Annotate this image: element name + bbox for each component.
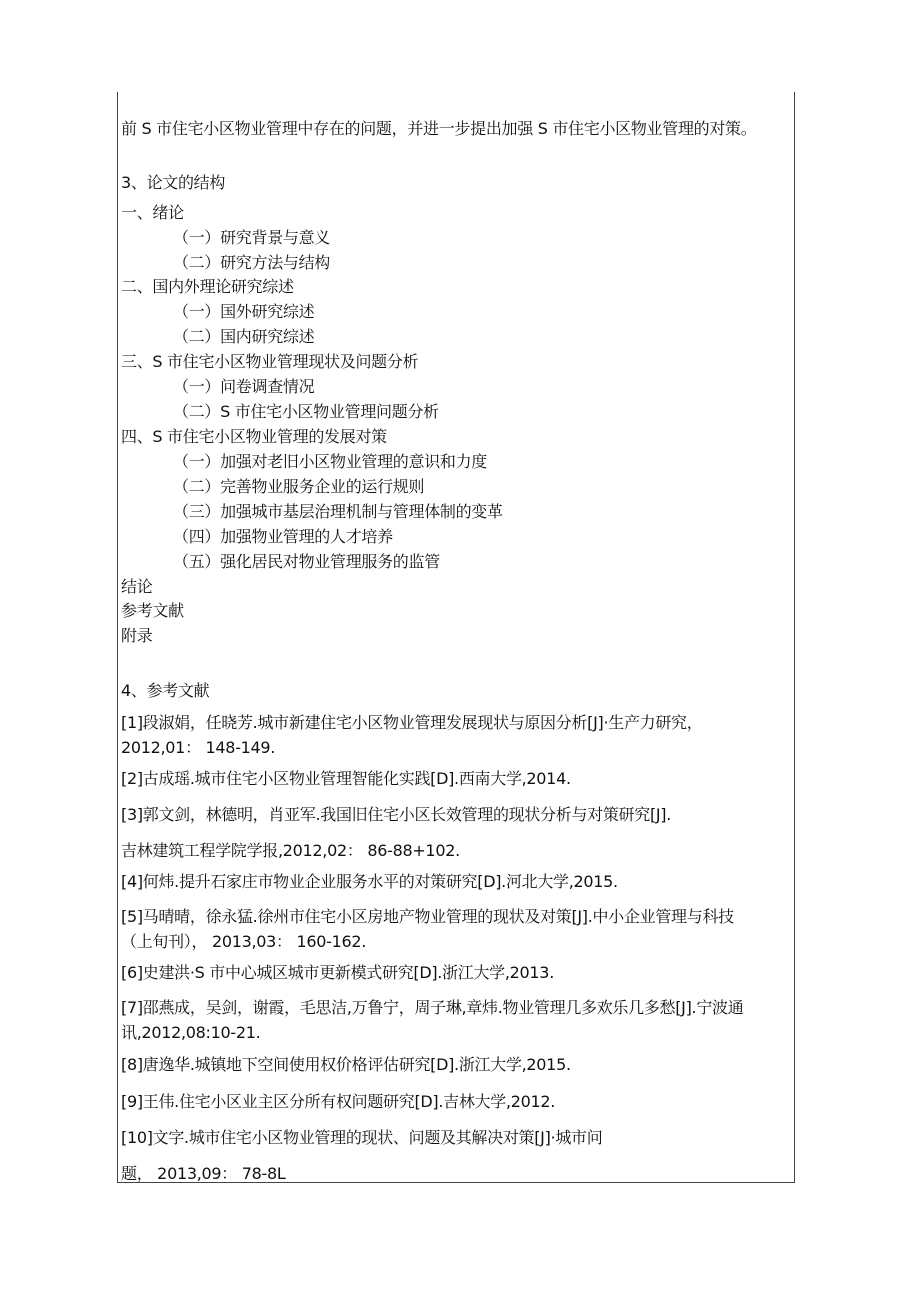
outline-section-2-2: （二）国内研究综述 — [173, 327, 315, 346]
reference-line: [1]段淑娟，任晓芳.城市新建住宅小区物业管理发展现状与原因分析[J]·生产力研究， — [121, 713, 703, 732]
outline-section-2-1: （一）国外研究综述 — [173, 302, 315, 321]
structure-heading: 3、论文的结构 — [121, 173, 226, 192]
reference-line: 题， 2013,09： 78-8L — [121, 1164, 286, 1183]
outline-section-4-2: （二）完善物业服务企业的运行规则 — [173, 477, 425, 496]
outline-section-4-4: （四）加强物业管理的人才培养 — [173, 527, 393, 546]
outline-chapter-3: 三、S 市住宅小区物业管理现状及问题分析 — [121, 352, 419, 371]
reference-line: [5]马晴晴，徐永猛.徐州市住宅小区房地产物业管理的现状及对策[J].中小企业管理与科技 — [121, 907, 734, 926]
outline-section-3-2: （二）S 市住宅小区物业管理问题分析 — [173, 402, 439, 421]
references-heading: 4、参考文献 — [121, 681, 210, 700]
outline-chapter-1: 一、绪论 — [121, 203, 184, 222]
reference-line: [3]郭文剑，林德明，肖亚军.我国旧住宅小区长效管理的现状分析与对策研究[J]. — [121, 805, 672, 824]
outline-chapter-2: 二、国内外理论研究综述 — [121, 277, 294, 296]
outline-references: 参考文献 — [121, 601, 184, 620]
outline-conclusion: 结论 — [121, 577, 153, 596]
outline-chapter-4: 四、S 市住宅小区物业管理的发展对策 — [121, 427, 387, 446]
reference-line: [2]古成瑶.城市住宅小区物业管理智能化实践[D].西南大学,2014. — [121, 769, 571, 788]
reference-line: [10]文字.城市住宅小区物业管理的现状、问题及其解决对策[J]·城市问 — [121, 1128, 603, 1147]
reference-line: 讯,2012,08:10-21. — [121, 1023, 261, 1042]
reference-line: 2012,01： 148-149. — [121, 738, 276, 757]
outline-appendix: 附录 — [121, 626, 153, 645]
outline-section-4-1: （一）加强对老旧小区物业管理的意识和力度 — [173, 452, 488, 471]
reference-line: [4]何炜.提升石家庄市物业企业服务水平的对策研究[D].河北大学,2015. — [121, 872, 618, 891]
outline-section-3-1: （一）问卷调查情况 — [173, 377, 315, 396]
outline-section-1-1: （一）研究背景与意义 — [173, 228, 331, 247]
reference-line: [8]唐逸华.城镇地下空间使用权价格评估研究[D].浙江大学,2015. — [121, 1055, 571, 1074]
intro-tail-text: 前 S 市住宅小区物业管理中存在的问题，并进一步提出加强 S 市住宅小区物业管理的对策。 — [121, 119, 757, 138]
outline-section-4-5: （五）强化居民对物业管理服务的监管 — [173, 552, 440, 571]
reference-line: [9]王伟.住宅小区业主区分所有权问题研究[D].吉林大学,2012. — [121, 1092, 556, 1111]
outline-section-4-3: （三）加强城市基层治理机制与管理体制的变革 — [173, 502, 503, 521]
reference-line: 吉林建筑工程学院学报,2012,02： 86-88+102. — [121, 841, 460, 860]
reference-line: [6]史建洪·S 市中心城区城市更新模式研究[D].浙江大学,2013. — [121, 963, 554, 982]
reference-line: （上旬刊）， 2013,03： 160-162. — [121, 932, 367, 951]
reference-line: [7]邵燕成，吴剑，谢霞，毛思洁,万鲁宁，周子琳,章炜.物业管理几多欢乐几多愁[J].宁波通 — [121, 998, 744, 1017]
outline-section-1-2: （二）研究方法与结构 — [173, 253, 331, 272]
